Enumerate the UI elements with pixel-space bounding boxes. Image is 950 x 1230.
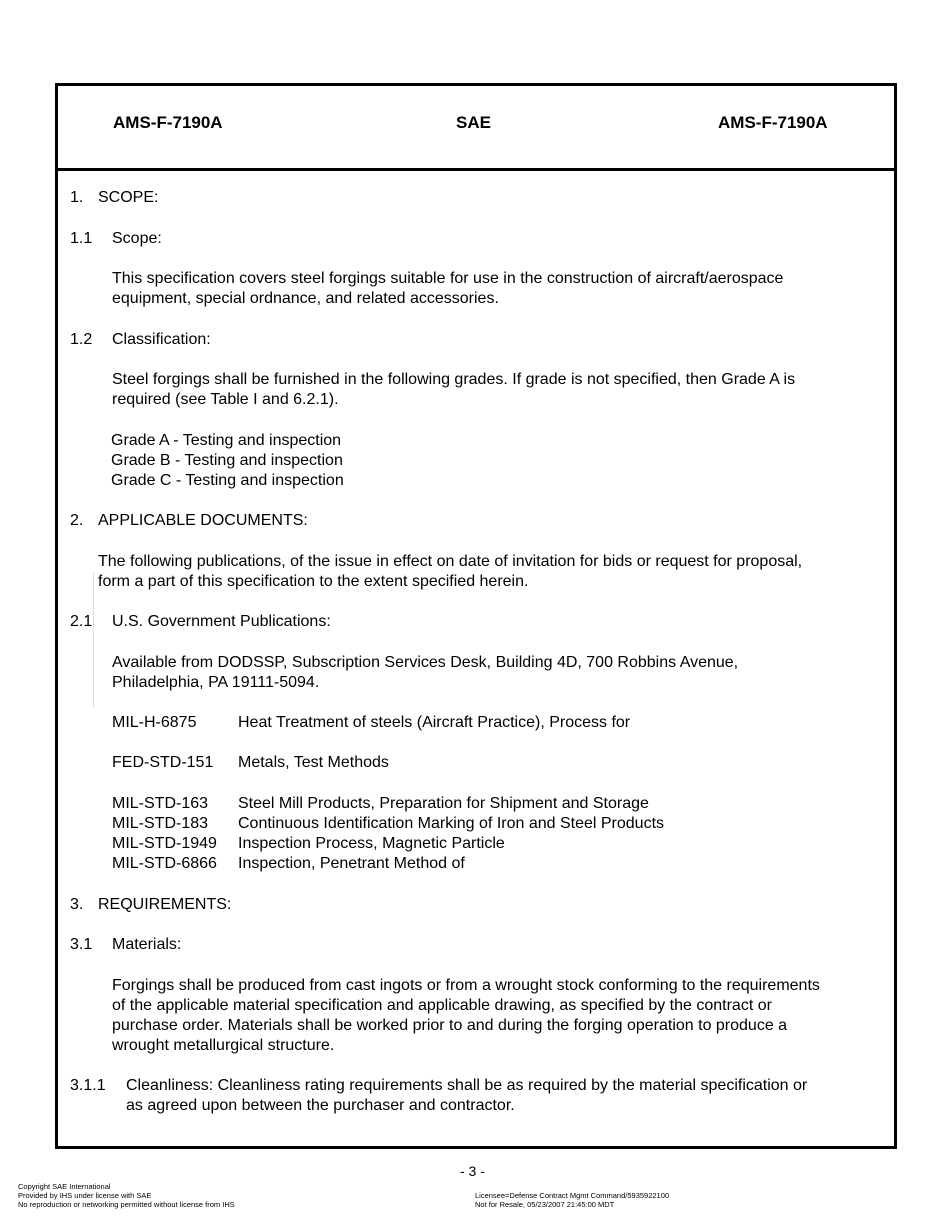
grade-item: Grade A - Testing and inspection (111, 432, 342, 449)
section-2-1-number: 2.1 (70, 613, 93, 630)
body-line: purchase order. Materials shall be worked prior to and during the forging operation to produce a (112, 1017, 788, 1034)
doc-code: MIL-STD-163 (112, 795, 209, 812)
section-3-title: REQUIREMENTS: (98, 896, 232, 913)
body-line: Available from DODSSP, Subscription Services Desk, Building 4D, 700 Robbins Avenue, (112, 654, 739, 671)
section-2-1-body (112, 653, 738, 693)
doc-description: Continuous Identification Marking of Iron and Steel Products (238, 815, 665, 832)
doc-description: Steel Mill Products, Preparation for Shipment and Storage (238, 795, 649, 812)
grade-item: Grade C - Testing and inspection (111, 472, 344, 489)
footer-line: Provided by IHS under license with SAE (18, 1191, 152, 1200)
header-doc-id-right: AMS-F-7190A (718, 113, 828, 132)
section-3-1-1-number: 3.1.1 (70, 1077, 106, 1094)
section-1-number: 1. (70, 189, 84, 206)
section-1-1-body (112, 269, 783, 309)
doc-code: MIL-H-6875 (112, 714, 197, 731)
body-line: of the applicable material specification and applicable drawing, as specified by the contract or (112, 997, 772, 1014)
body-line: Cleanliness: Cleanliness rating requirements shall be as required by the material specification or (126, 1077, 808, 1094)
body-line: wrought metallurgical structure. (112, 1037, 335, 1054)
section-1-1-number: 1.1 (70, 230, 93, 247)
section-3-1-body (112, 976, 820, 1056)
section-3-1-1-body (126, 1076, 807, 1116)
margin-change-bar (93, 572, 94, 707)
grade-item: Grade B - Testing and inspection (111, 452, 343, 469)
body-line: The following publications, of the issue in effect on date of invitation for bids or request for proposal, (98, 553, 803, 570)
section-1-2-body (112, 370, 795, 410)
doc-code: MIL-STD-6866 (112, 855, 217, 872)
body-line: Steel forgings shall be furnished in the following grades. If grade is not specified, then Grade A is (112, 371, 796, 388)
section-1-2-number: 1.2 (70, 331, 93, 348)
section-1-title: SCOPE: (98, 189, 159, 206)
doc-code: FED-STD-151 (112, 754, 214, 771)
grade-list (111, 431, 344, 491)
footer-line: No reproduction or networking permitted without license from IHS (18, 1200, 235, 1209)
body-line: This specification covers steel forgings suitable for use in the construction of aircraft/aerospace (112, 270, 784, 287)
footer-line: Not for Resale, 05/23/2007 21:45:00 MDT (475, 1200, 615, 1209)
header-doc-id-left: AMS-F-7190A (113, 113, 223, 132)
section-2-body (98, 552, 802, 592)
doc-description: Inspection, Penetrant Method of (238, 855, 465, 872)
section-3-1-title: Materials: (112, 936, 182, 953)
doc-code: MIL-STD-183 (112, 815, 209, 832)
doc-description: Inspection Process, Magnetic Particle (238, 835, 505, 852)
licensee-notice (475, 1191, 669, 1209)
section-2-number: 2. (70, 512, 84, 529)
body-line: Forgings shall be produced from cast ingots or from a wrought stock conforming to the requirements (112, 977, 820, 994)
copyright-notice (18, 1182, 235, 1209)
body-line: required (see Table I and 6.2.1). (112, 391, 339, 408)
footer-line: Copyright SAE International (18, 1182, 111, 1191)
section-2-1-title: U.S. Government Publications: (112, 613, 331, 630)
section-1-1-title: Scope: (112, 230, 162, 247)
doc-code: MIL-STD-1949 (112, 835, 217, 852)
body-line: as agreed upon between the purchaser and contractor. (126, 1097, 515, 1114)
section-1-2-title: Classification: (112, 331, 211, 348)
footer-line: Licensee=Defense Contract Mgmt Command/5935922100 (475, 1191, 670, 1200)
doc-description: Heat Treatment of steels (Aircraft Practice), Process for (238, 714, 631, 731)
header-org: SAE (456, 113, 491, 132)
section-3-1-number: 3.1 (70, 936, 93, 953)
document-header (58, 86, 894, 171)
page-number: - 3 - (460, 1163, 485, 1179)
section-2-title: APPLICABLE DOCUMENTS: (98, 512, 308, 529)
body-line: Philadelphia, PA 19111-5094. (112, 674, 320, 691)
section-3-number: 3. (70, 896, 84, 913)
body-line: form a part of this specification to the extent specified herein. (98, 573, 529, 590)
doc-description: Metals, Test Methods (238, 754, 389, 771)
body-line: equipment, special ordnance, and related accessories. (112, 290, 499, 307)
